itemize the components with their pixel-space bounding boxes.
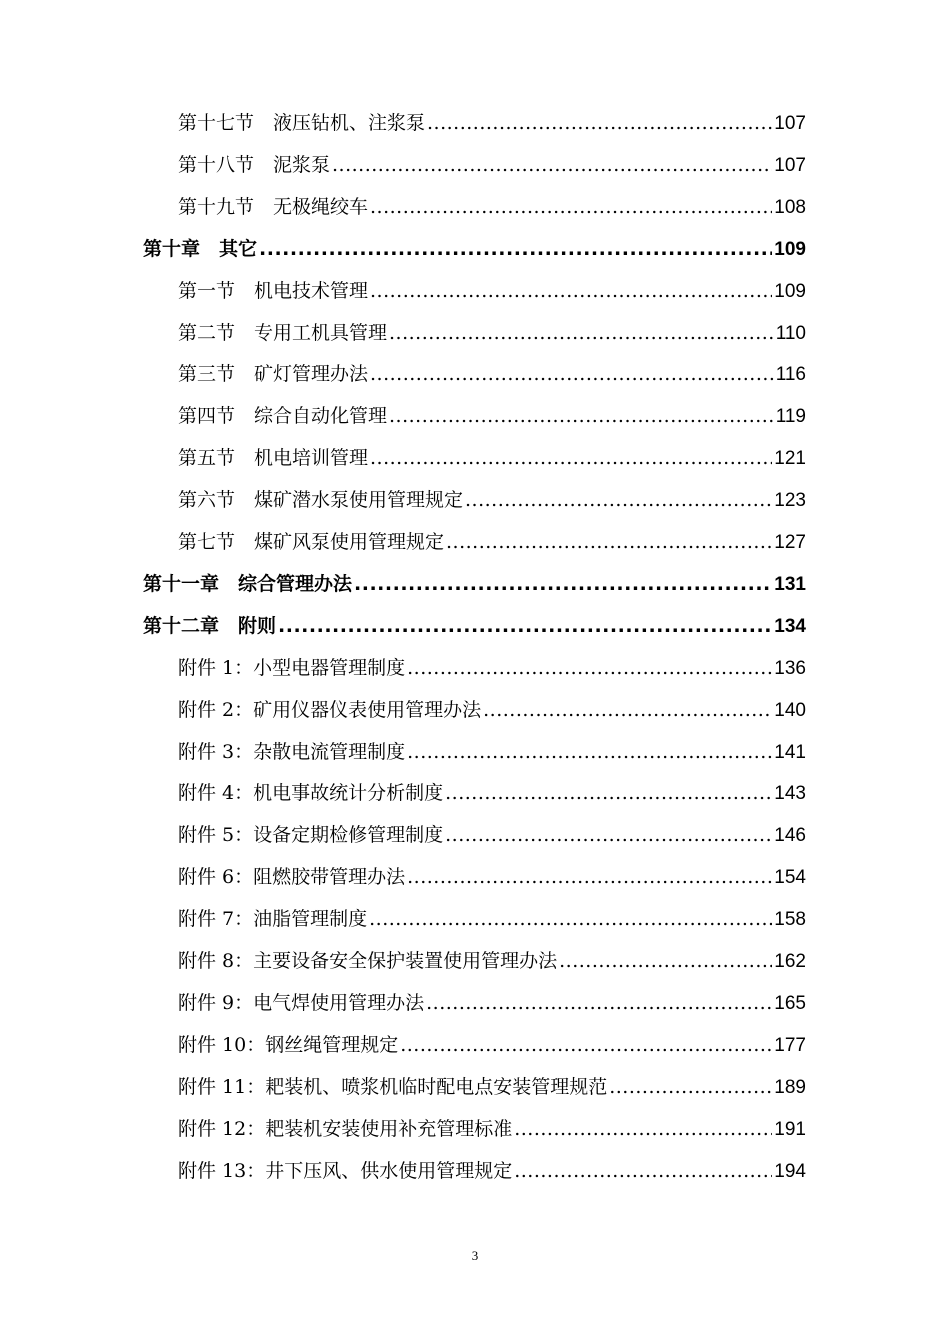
toc-entry[interactable] [178, 318, 806, 348]
toc-dot-leader [465, 485, 772, 515]
toc-entry-title: 附件 8：主要设备安全保护装置使用管理办法 [178, 950, 558, 972]
toc-entry[interactable] [178, 1156, 806, 1186]
toc-dot-leader [514, 1114, 772, 1144]
toc-entry[interactable] [178, 1030, 806, 1060]
toc-entry-title: 第七节 煤矿风泵使用管理规定 [178, 531, 445, 553]
toc-entry-title: 第三节 矿灯管理办法 [178, 363, 369, 386]
toc-entry-page: 194 [774, 1160, 806, 1182]
toc-entry-title: 第十一章 综合管理办法 [143, 572, 353, 595]
toc-entry-page: 116 [775, 364, 806, 386]
toc-entry-page: 134 [774, 615, 806, 637]
toc-entry-title: 附件 2：矿用仪器仪表使用管理办法 [178, 698, 482, 721]
toc-dot-leader [407, 653, 772, 683]
toc-dot-leader [426, 988, 772, 1018]
toc-entry-title: 附件 3：杂散电流管理制度 [178, 740, 406, 763]
toc-entry[interactable] [178, 192, 806, 222]
toc-dot-leader [389, 401, 774, 431]
toc-dot-leader [370, 443, 772, 473]
toc-entry[interactable] [143, 569, 806, 599]
toc-dot-leader [370, 359, 774, 389]
toc-entry[interactable] [178, 695, 806, 725]
toc-entry-page: 154 [774, 867, 806, 889]
toc-entry[interactable] [178, 401, 806, 431]
toc-entry-page: 107 [774, 154, 806, 176]
toc-entry-title: 第五节 机电培训管理 [178, 447, 369, 470]
toc-dot-leader [370, 276, 772, 306]
toc-entry[interactable] [178, 820, 806, 850]
toc-entry-page: 162 [774, 951, 806, 972]
toc-entry-title: 第四节 综合自动化管理 [178, 405, 388, 428]
toc-dot-leader [609, 1072, 772, 1102]
toc-dot-leader [407, 862, 772, 892]
toc-entry-page: 110 [775, 322, 806, 344]
toc-entry-page: 146 [774, 825, 806, 847]
toc-entry-title: 第十章 其它 [143, 237, 258, 260]
toc-entry[interactable] [143, 234, 806, 264]
toc-entry-page: 109 [774, 238, 806, 260]
toc-entry[interactable] [178, 150, 806, 180]
toc-entry-title: 第十八节 泥浆泵 [178, 153, 331, 176]
toc-entry-title: 第十二章 附则 [143, 614, 277, 637]
toc-entry-title: 附件 5：设备定期检修管理制度 [178, 824, 444, 847]
toc-entry-page: 177 [774, 1034, 806, 1056]
toc-entry-page: 165 [774, 992, 806, 1014]
toc-dot-leader [400, 1030, 772, 1060]
toc-entry[interactable] [178, 778, 806, 808]
toc-entry[interactable] [178, 737, 806, 767]
toc-entry-page: 140 [774, 699, 806, 721]
toc-entry[interactable] [178, 359, 806, 389]
toc-dot-leader [445, 820, 772, 850]
toc-entry-page: 119 [775, 406, 806, 428]
toc-entry-page: 108 [774, 196, 806, 218]
toc-dot-leader [389, 318, 774, 348]
toc-dot-leader [446, 527, 772, 557]
toc-entry-page: 158 [774, 909, 806, 931]
toc-entry-title: 附件 12：耙装机安装使用补充管理标准 [178, 1117, 513, 1140]
toc-entry-title: 附件 9：电气焊使用管理办法 [178, 991, 425, 1014]
toc-entry[interactable] [178, 904, 806, 934]
toc-entry-page: 121 [774, 448, 806, 470]
toc-entry[interactable] [178, 862, 806, 892]
toc-entry[interactable] [178, 527, 806, 557]
toc-dot-leader [483, 695, 772, 725]
toc-entry-title: 附件 1：小型电器管理制度 [178, 656, 406, 679]
toc-dot-leader [370, 192, 772, 222]
toc-entry[interactable] [178, 1072, 806, 1102]
toc-entry[interactable] [178, 653, 806, 683]
toc-entry[interactable] [178, 443, 806, 473]
toc-entry-page: 191 [774, 1118, 806, 1140]
toc-dot-leader [278, 611, 772, 641]
toc-entry-page: 141 [774, 741, 806, 763]
toc-entry-title: 附件 13：井下压风、供水使用管理规定 [178, 1159, 513, 1182]
toc-dot-leader [407, 737, 772, 767]
toc-entry-title: 第六节 煤矿潜水泵使用管理规定 [178, 489, 464, 512]
toc-entry-page: 109 [774, 280, 806, 302]
toc-entry-title: 第二节 专用工机具管理 [178, 321, 388, 344]
toc-dot-leader [259, 234, 772, 264]
toc-dot-leader [445, 778, 772, 808]
toc-entry[interactable] [178, 1114, 806, 1144]
toc-dot-leader [514, 1156, 772, 1186]
toc-entry-page: 127 [774, 532, 806, 553]
toc-dot-leader [369, 904, 772, 934]
toc-entry-title: 第十七节 液压钻机、注浆泵 [178, 112, 426, 134]
toc-entry-title: 附件 11：耙装机、喷浆机临时配电点安装管理规范 [178, 1075, 608, 1098]
toc-entry-title: 附件 10：钢丝绳管理规定 [178, 1033, 399, 1056]
toc-entry[interactable] [178, 946, 806, 976]
toc-entry-page: 123 [774, 490, 806, 512]
toc-entry-page: 131 [774, 573, 806, 595]
toc-entry-title: 附件 6：阻燃胶带管理办法 [178, 866, 406, 889]
toc-dot-leader [354, 569, 772, 599]
toc-entry-title: 第一节 机电技术管理 [178, 279, 369, 302]
toc-dot-leader [427, 108, 772, 138]
toc-entry-page: 189 [774, 1076, 806, 1098]
toc-entry[interactable] [178, 485, 806, 515]
toc-entry[interactable] [178, 276, 806, 306]
toc-dot-leader [332, 150, 772, 180]
toc-entry-title: 附件 7：油脂管理制度 [178, 908, 368, 931]
toc-entry-page: 143 [774, 783, 806, 805]
toc-entry[interactable] [143, 611, 806, 641]
toc-dot-leader [559, 946, 772, 976]
toc-entry-title: 附件 4：机电事故统计分析制度 [178, 782, 444, 805]
toc-entry[interactable] [178, 108, 806, 138]
toc-entry-title: 第十九节 无极绳绞车 [178, 195, 369, 218]
toc-entry[interactable] [178, 988, 806, 1018]
toc-entry-page: 107 [774, 113, 806, 134]
toc-entry-page: 136 [774, 657, 806, 679]
page-number: 3 [471, 1248, 479, 1263]
